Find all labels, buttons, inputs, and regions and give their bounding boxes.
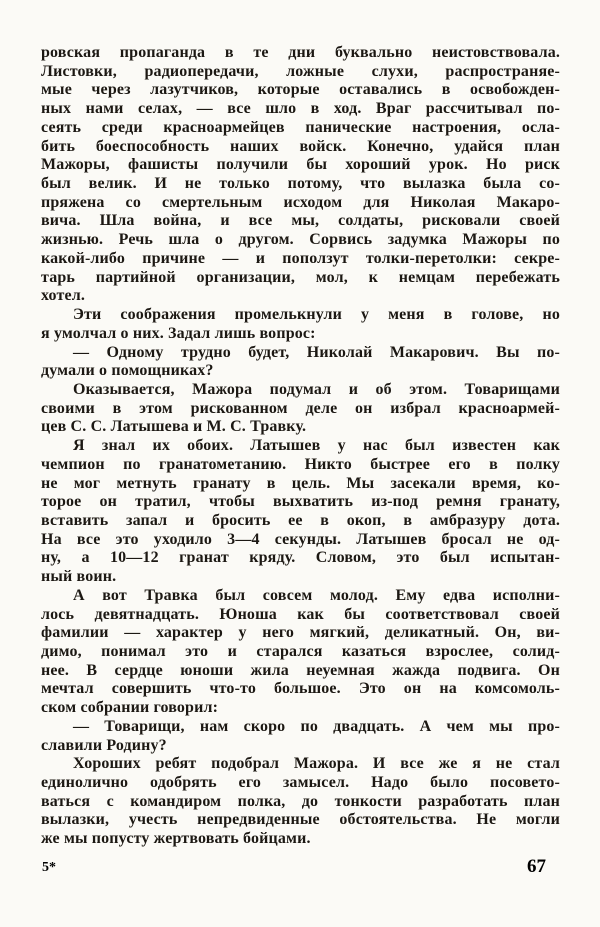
text-line: своими в этом рискованном деле он избрал красноармей- bbox=[41, 399, 560, 417]
text-line: торое он тратил, чтобы выхватить из-под ремня гранату, bbox=[41, 493, 560, 511]
text-line: — Товарищи, нам скоро по двадцать. А чем мы про- bbox=[73, 717, 560, 735]
text-line: чемпион по гранатометанию. Никто быстрее его в полку bbox=[41, 455, 560, 473]
text-line: На все это уходило 3—4 секунды. Латышев бросал не од- bbox=[41, 530, 560, 548]
text-line: димо, понимал это и старался казаться взрослее, солид- bbox=[41, 643, 560, 660]
text-line: хотел. bbox=[41, 287, 86, 305]
text-line: тарь партийной организации, мол, к немцам перебежать bbox=[41, 268, 560, 286]
text-line: мые через лазутчиков, которые оставались в освобожден- bbox=[41, 81, 560, 99]
text-line: сеять среди красноармейцев панические настроения, осла- bbox=[41, 118, 560, 136]
text-line: Я знал их обоих. Латышев у нас был известен как bbox=[73, 437, 560, 455]
text-line: ну, а 10—12 гранат кряду. Словом, это был испытан- bbox=[41, 549, 560, 567]
text-line: цев С. С. Латышева и М. С. Травку. bbox=[41, 418, 307, 436]
text-line: же мы попусту жертвовать бойцами. bbox=[41, 830, 311, 848]
text-line: думали о помощниках? bbox=[41, 362, 214, 380]
text-line: единолично одобрять его замысел. Надо было посовето- bbox=[41, 774, 560, 792]
text-line: — Одному трудно будет, Николай Макарович. Вы по- bbox=[73, 343, 560, 361]
text-line: ных нами селах, — все шло в ход. Враг рассчитывал по- bbox=[41, 100, 560, 118]
text-line: фамилии — характер у него мягкий, деликатный. Он, ви- bbox=[41, 624, 560, 642]
text-line: лось девятнадцать. Юноша как бы соответствовал своей bbox=[41, 605, 560, 623]
text-line: не мог метнуть гранату в цель. Мы засекали время, ко- bbox=[41, 474, 560, 492]
page-text bbox=[41, 44, 560, 849]
page-number: 67 bbox=[527, 856, 546, 877]
text-line: был велик. И не только потому, что вылазка была со- bbox=[41, 175, 560, 193]
text-line: Мажоры, фашисты получили бы хороший урок. Но риск bbox=[41, 156, 560, 174]
text-line: ровская пропаганда в те дни буквально неистовствовала. bbox=[41, 44, 560, 61]
text-line: мечтал совершить что-то большое. Это он на комсомоль- bbox=[41, 680, 560, 698]
text-line: Хороших ребят подобрал Мажора. И все же я не стал bbox=[73, 755, 560, 773]
text-line: какой-либо причине — и поползут толки-перетолки: секре- bbox=[41, 249, 560, 267]
text-line: славили Родину? bbox=[41, 736, 167, 754]
text-line: вича. Шла война, и все мы, солдаты, рисковали своей bbox=[41, 212, 560, 230]
text-line: бить боеспособность наших войск. Конечно, удайся план bbox=[41, 137, 560, 155]
text-line: ваться с командиром полка, до тонкости разработать план bbox=[41, 792, 560, 810]
text-line: пряжена со смертельным исходом для Николая Макаро- bbox=[41, 193, 560, 211]
text-line: нее. В сердце юноши жила неуемная жажда подвига. Он bbox=[41, 661, 560, 679]
text-line: ском собрании говорил: bbox=[41, 699, 219, 717]
text-line: Оказывается, Мажора подумал и об этом. Товарищами bbox=[73, 380, 560, 398]
text-line: Листовки, радиопередачи, ложные слухи, распространяе- bbox=[41, 62, 560, 80]
text-line: вылазки, учесть непредвиденные обстоятельства. Не могли bbox=[41, 811, 560, 829]
text-line: А вот Травка был совсем молод. Ему едва исполни- bbox=[73, 586, 560, 604]
text-line: ный воин. bbox=[41, 568, 117, 586]
text-line: вставить запал и бросить ее в окоп, в амбразуру дота. bbox=[41, 511, 560, 529]
signature-mark: 5* bbox=[42, 860, 56, 875]
text-line: жизнью. Речь шла о другом. Сорвись задумка Мажоры по bbox=[41, 231, 560, 249]
text-line: я умолчал о них. Задал лишь вопрос: bbox=[41, 324, 316, 342]
text-line: Эти соображения промелькнули у меня в голове, но bbox=[73, 306, 560, 324]
